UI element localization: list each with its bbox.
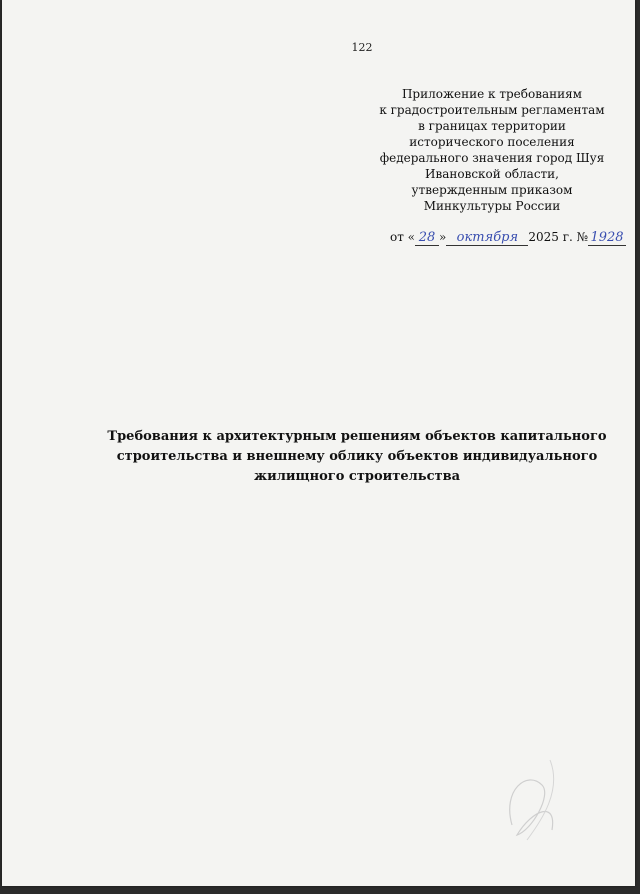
date-quote-close: » <box>439 230 447 244</box>
handwritten-day: 28 <box>415 230 439 246</box>
document-title <box>102 427 612 487</box>
appendix-line: утвержденным приказом <box>411 183 573 197</box>
document-page <box>2 0 635 886</box>
date-year: 2025 г. № <box>528 230 588 244</box>
appendix-line: в границах территории <box>418 119 566 133</box>
appendix-line: исторического поселения <box>409 135 575 149</box>
date-prefix: от « <box>390 230 416 244</box>
appendix-line: Ивановской области, <box>424 167 559 181</box>
appendix-line: Минкультуры России <box>423 199 561 213</box>
handwritten-month: октября <box>446 230 528 246</box>
appendix-line: Приложение к требованиям <box>401 87 583 101</box>
faint-signature-stamp <box>432 730 602 850</box>
appendix-header <box>372 86 612 214</box>
title-line: жилищного строительства <box>253 469 461 484</box>
order-date-line <box>390 230 626 246</box>
title-line: Требования к архитектурным решениям объектов капитального <box>107 429 607 444</box>
appendix-line: к градостроительным регламентам <box>379 103 605 117</box>
handwritten-order-number: 1928 <box>588 230 626 246</box>
title-line: строительства и внешнему облику объектов индивидуального <box>116 449 598 464</box>
page-number: 122 <box>351 41 373 54</box>
appendix-line: федерального значения город Шуя <box>379 151 605 165</box>
